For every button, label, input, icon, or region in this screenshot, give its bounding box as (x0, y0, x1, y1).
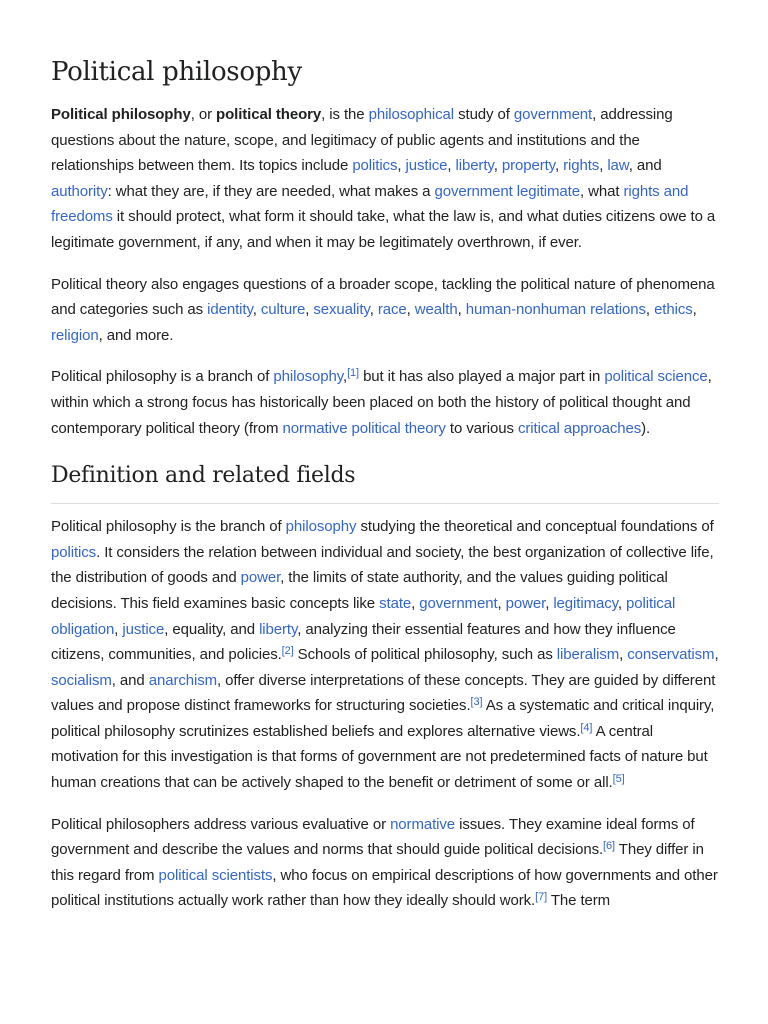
wiki-link[interactable]: culture (260, 301, 306, 319)
wiki-link[interactable]: wealth (414, 301, 458, 319)
text-run: , within which a strong focus has historically been placed on both the history of political thought and contemporary political theory (from (51, 368, 712, 437)
reference-link[interactable]: [7] (535, 891, 548, 904)
reference-link[interactable]: [2] (281, 645, 294, 658)
text-run: , who focus on empirical descriptions of how governments and other political institutions actually work rather than how they ideally should work. (51, 866, 718, 910)
reference-superscript (347, 367, 359, 379)
reference-superscript (535, 891, 547, 903)
text-run: , and more. (98, 326, 174, 344)
wiki-link[interactable]: liberalism (556, 646, 620, 664)
wiki-link[interactable]: power (240, 569, 281, 587)
text-run: , (457, 301, 466, 319)
text-run: Schools of political philosophy, such as (293, 646, 557, 664)
text-run: Political philosophers address various evaluative or (51, 815, 391, 833)
text-run: , (493, 157, 502, 175)
text-run: Political theory also engages questions of a broader scope, tackling the political nature of phenomena and categories such as (51, 275, 715, 319)
text-run: , offer diverse interpretations of these concepts. They are guided by different values and propose distinct frameworks for structuring societies. (51, 671, 716, 715)
wiki-link[interactable]: normative political theory (282, 419, 446, 437)
reference-link[interactable]: [6] (603, 840, 615, 853)
wiki-link[interactable]: anarchism (148, 671, 218, 689)
text-run: , (252, 301, 261, 319)
wiki-link[interactable]: justice (122, 620, 165, 638)
wiki-link[interactable]: government legitimate (434, 182, 580, 200)
wiki-link[interactable]: rights (563, 157, 600, 175)
section-heading-definition: Definition and related fields (51, 459, 719, 504)
text-run: The term (547, 892, 611, 910)
wiki-link[interactable]: justice (405, 157, 448, 175)
wiki-link[interactable]: conservatism (627, 646, 715, 664)
reference-superscript (282, 645, 294, 657)
intro-paragraph-3 (51, 364, 719, 441)
text-run: , (692, 301, 697, 319)
wiki-link[interactable]: human-nonhuman relations (465, 301, 646, 319)
wiki-link[interactable]: politics (352, 157, 398, 175)
text-run: but it has also played a major part in (359, 368, 605, 386)
wiki-link[interactable]: philosophical (368, 106, 455, 123)
text-run: , or (190, 106, 217, 123)
wiki-link[interactable]: rights and freedoms (51, 182, 689, 226)
bold-term: political theory (216, 106, 322, 123)
text-run: , (645, 301, 655, 319)
text-run: ). (641, 419, 651, 437)
text-run: , (617, 594, 627, 612)
text-run: They differ in this regard from (51, 841, 704, 884)
text-run: . It considers the relation between individual and society, the best organization of collective life, the distribution of goods and (51, 543, 714, 587)
text-run: , (497, 594, 506, 612)
page-title: Political philosophy (51, 57, 302, 87)
wiki-link[interactable]: identity (207, 301, 253, 319)
reference-superscript (471, 696, 483, 708)
article-intro (51, 102, 719, 441)
text-run: Political philosophy is a branch of (51, 368, 274, 386)
reference-link[interactable]: [4] (580, 721, 593, 734)
text-run: , (114, 620, 123, 638)
text-run: , (554, 157, 564, 175)
wiki-link[interactable]: political scientists (158, 866, 273, 884)
text-run: , what (579, 182, 624, 200)
intro-paragraph-1 (51, 102, 719, 256)
wiki-link[interactable]: philosophy (273, 368, 343, 386)
text-run: , (545, 594, 554, 612)
wiki-link[interactable]: philosophy (285, 518, 357, 536)
text-run: , (619, 646, 628, 664)
wiki-link[interactable]: politics (51, 543, 97, 561)
wiki-link[interactable]: government (513, 106, 593, 123)
wiki-link[interactable]: race (377, 301, 407, 319)
wiki-link[interactable]: state (379, 594, 412, 612)
text-run: , is the (321, 106, 369, 123)
section-paragraph-1 (51, 514, 719, 796)
text-run: study of (454, 106, 514, 123)
wiki-link[interactable]: critical approaches (517, 419, 642, 437)
text-run: : what they are, if they are needed, what makes a (107, 182, 435, 200)
reference-superscript (580, 722, 592, 734)
article-content (51, 52, 719, 930)
wiki-link[interactable]: religion (51, 326, 99, 344)
text-run: it should protect, what form it should take, what the law is, and what duties citizens owe to a legitimate government, if any, and when it may be legitimately overthrown, if ever. (51, 208, 716, 251)
wiki-link[interactable]: normative (390, 815, 456, 833)
wiki-link[interactable]: political science (604, 368, 708, 386)
text-run: , (714, 646, 719, 664)
text-run: As a systematic and critical inquiry, political philosophy scrutinizes established beliefs and explores alternative views. (51, 697, 715, 740)
wiki-link[interactable]: socialism (51, 671, 112, 689)
reference-link[interactable]: [1] (347, 367, 359, 380)
reference-superscript (613, 773, 625, 785)
wiki-link[interactable]: liberty (259, 620, 298, 638)
text-run: , the limits of state authority, and the values guiding political decisions. This field examines basic concepts like (51, 569, 668, 612)
wiki-link[interactable]: law (607, 157, 629, 175)
wiki-link[interactable]: political obligation (51, 594, 676, 638)
text-run: studying the theoretical and conceptual foundations of (356, 518, 714, 536)
text-run: , (411, 594, 420, 612)
reference-superscript (603, 840, 615, 852)
text-run: , (397, 157, 406, 175)
wiki-link[interactable]: legitimacy (553, 594, 618, 612)
text-run: , and (628, 157, 662, 175)
text-run: to various (445, 419, 518, 437)
text-run: issues. They examine ideal forms of government and describe the values and norms that should guide political decisions. (51, 815, 695, 859)
wiki-link[interactable]: ethics (654, 301, 693, 319)
text-run: , analyzing their essential features and how they influence citizens, communities, and policies. (51, 620, 676, 664)
wiki-link[interactable]: authority (51, 182, 108, 200)
text-run: , equality, and (164, 620, 260, 638)
wiki-link[interactable]: power (505, 594, 546, 612)
wiki-link[interactable]: property (501, 157, 555, 175)
text-run: A central motivation for this investigation is that forms of government are not predetermined facts of nature but human creations that can be actively shaped to the benefit or detriment of some or all. (51, 722, 708, 792)
text-run: , (599, 157, 608, 175)
wiki-link[interactable]: government (419, 594, 498, 612)
text-run: , addressing questions about the nature, scope, and legitimacy of public agents and institutions and the relationships between them. Its topics include (51, 106, 673, 175)
text-run: , (342, 368, 348, 386)
bold-term: Political philosophy (51, 106, 191, 123)
text-run: , (369, 301, 378, 319)
text-run: , (406, 301, 415, 319)
section-definition-body (51, 514, 719, 914)
text-run: Political philosophy is the branch of (51, 518, 286, 536)
reference-link[interactable]: [5] (612, 773, 625, 786)
intro-paragraph-2 (51, 272, 719, 349)
wiki-link[interactable]: liberty (455, 157, 494, 175)
section-paragraph-2 (51, 812, 719, 914)
reference-link[interactable]: [3] (470, 696, 483, 709)
text-run: , and (111, 671, 149, 689)
text-run: , (447, 157, 456, 175)
text-run: , (305, 301, 314, 319)
wiki-link[interactable]: sexuality (313, 301, 370, 319)
